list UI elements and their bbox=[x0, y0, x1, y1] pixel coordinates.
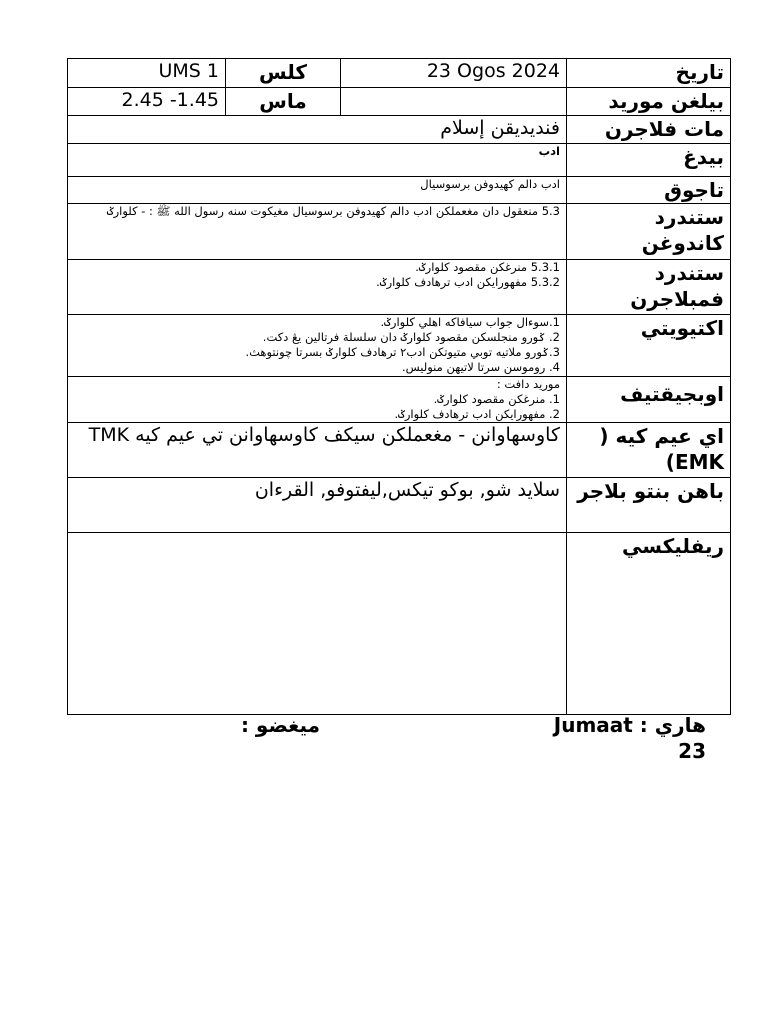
row-reflection bbox=[68, 533, 731, 715]
time-value: 2.45 -1.45 bbox=[68, 88, 226, 116]
objective-item: 2. مفهورايكن ادب ترهادف كلوارݢ. bbox=[394, 407, 560, 421]
objectives-value bbox=[68, 377, 567, 423]
row-activities bbox=[68, 315, 731, 377]
field-value: ادب bbox=[68, 144, 567, 177]
learning-standard-item: 5.3.1 منرغكن مقصود كلوارݢ. bbox=[415, 260, 560, 274]
objective-item: 1. منرغكن مقصود كلوارݢ. bbox=[433, 392, 560, 406]
emk-value: كاوسهاوانن - مغعملكن سيكف كاوسهاوانن تي عيم كيه TMK bbox=[68, 423, 567, 478]
footer-day bbox=[446, 712, 706, 764]
topic-label: تاجوق bbox=[567, 177, 731, 204]
learning-standard-item: 5.3.2 مفهورايكن ادب ترهادف كلوارݢ. bbox=[376, 275, 560, 289]
activities-value bbox=[68, 315, 567, 377]
reflection-label: ريفليكسي bbox=[567, 533, 731, 715]
materials-label: باهن بنتو بلاجر bbox=[567, 478, 731, 533]
activity-item: 2. ݢورو منجلسكن مقصود كلوارݢ دان سلسلة فرتالين يڠ دكت. bbox=[262, 330, 560, 344]
day-number: 23 bbox=[678, 739, 706, 763]
row-field bbox=[68, 144, 731, 177]
activity-item: 1.سوءال جواب سيافاكه اهلي كلوارݢ. bbox=[380, 315, 560, 329]
activity-item: 4. روموسن سرتا لاتيهن منوليس. bbox=[401, 360, 560, 374]
row-objectives bbox=[68, 377, 731, 423]
row-topic bbox=[68, 177, 731, 204]
subject-label: مات فلاجرن bbox=[567, 116, 731, 144]
learning-standard-label: ستندرد فمبلاجرن bbox=[567, 260, 731, 315]
learning-standard-value bbox=[68, 260, 567, 315]
class-value: UMS 1 bbox=[68, 59, 226, 88]
lesson-plan-table bbox=[67, 58, 731, 715]
date-value: 23 Ogos 2024 bbox=[341, 59, 567, 88]
activity-item: 3.ݢورو ملاتيه توبي متيوتكن ادب٢ ترهادف كلوارݢ بسرتا چونتوهث. bbox=[245, 345, 560, 359]
subject-value: فنديديقن إسلام bbox=[68, 116, 567, 144]
row-students bbox=[68, 88, 731, 116]
materials-value: سلايد شو, بوكو تيكس,ليفتوفو, القرءان bbox=[68, 478, 567, 533]
footer-week: ميغضو : bbox=[240, 713, 320, 737]
date-label: تاريخ bbox=[567, 59, 731, 88]
objectives-label: اوبجيقتيف bbox=[567, 377, 731, 423]
activities-label: اكتيويتي bbox=[567, 315, 731, 377]
students-label: بيلغن موريد bbox=[567, 88, 731, 116]
time-label: ماس bbox=[226, 88, 341, 116]
row-content-standard bbox=[68, 204, 731, 260]
content-standard-value: 5.3 منعقول دان مغعملكن ادب دالم كهيدوفن برسوسيال مغيكوت سنه رسول الله ﷺ : - كلوارݢ bbox=[68, 204, 567, 260]
row-materials bbox=[68, 478, 731, 533]
topic-value: ادب دالم كهيدوفن برسوسيال bbox=[68, 177, 567, 204]
class-label: كلس bbox=[226, 59, 341, 88]
day-label: هاري : Jumaat bbox=[553, 713, 706, 737]
emk-label: اي عيم كيه ( EMK) bbox=[567, 423, 731, 478]
row-emk bbox=[68, 423, 731, 478]
field-label: بيدغ bbox=[567, 144, 731, 177]
row-subject bbox=[68, 116, 731, 144]
objective-item: موريد دافت : bbox=[496, 377, 560, 391]
reflection-value bbox=[68, 533, 567, 715]
content-standard-label: ستندرد كاندوغن bbox=[567, 204, 731, 260]
students-value bbox=[341, 88, 567, 116]
row-learning-standard bbox=[68, 260, 731, 315]
row-date bbox=[68, 59, 731, 88]
